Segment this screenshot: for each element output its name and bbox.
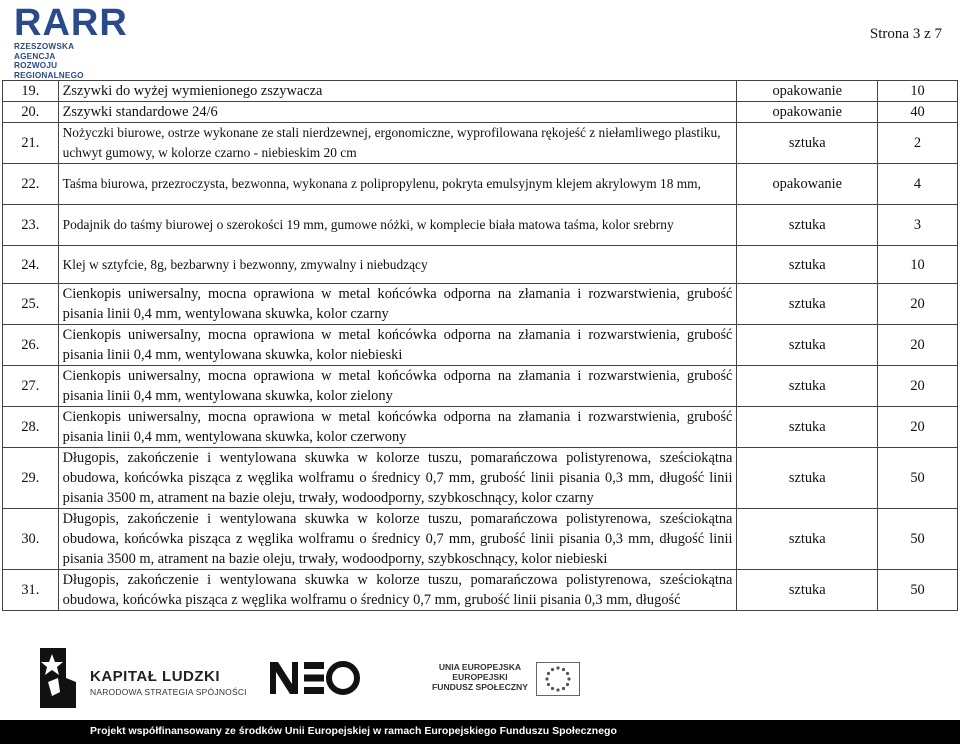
item-description: Taśma biurowa, przezroczysta, bezwonna, wykonana z polipropylenu, pokryta emulsyjnym klejem akrylowym 18 mm,	[58, 164, 737, 205]
neo-logo-icon	[268, 658, 360, 698]
item-number: 29.	[3, 448, 59, 509]
eu-star-icon	[556, 688, 559, 691]
table-row	[3, 284, 958, 325]
table-row	[3, 509, 958, 570]
item-number: 22.	[3, 164, 59, 205]
eu-star-icon	[547, 683, 550, 686]
item-description: Cienkopis uniwersalny, mocna oprawiona w metal końcówka odporna na złamania i rozwarstwienia, grubość pisania linii 0,4 mm, wentylowana skuwka, kolor zielony	[58, 366, 737, 407]
item-quantity: 4	[878, 164, 958, 205]
ue-text-line-3: FUNDUSZ SPOŁECZNY	[432, 682, 528, 692]
table-row	[3, 205, 958, 246]
kapital-ludzki-mark-icon	[40, 648, 76, 708]
item-description: Długopis, zakończenie i wentylowana skuwka w kolorze tuszu, pomarańczowa polistyrenowa, sześciokątna obudowa, końcówka pisząca z węglika wolframu o średnicy 0,7 mm, grubość linii pisania 0,3 mm, długość linii pisania 3500 m, atrament na bazie oleju, trwały, wodoodporny, szybkoschnący, kolor czarny	[58, 448, 737, 509]
item-quantity: 50	[878, 509, 958, 570]
item-unit: opakowanie	[737, 164, 878, 205]
table-row	[3, 366, 958, 407]
eu-star-icon	[567, 677, 570, 680]
item-unit: sztuka	[737, 407, 878, 448]
eu-star-icon	[566, 672, 569, 675]
item-quantity: 50	[878, 570, 958, 611]
item-unit: sztuka	[737, 570, 878, 611]
eu-star-icon	[551, 687, 554, 690]
table-row	[3, 81, 958, 102]
item-unit: sztuka	[737, 246, 878, 284]
item-number: 23.	[3, 205, 59, 246]
table-row	[3, 123, 958, 164]
item-unit: opakowanie	[737, 81, 878, 102]
table-row	[3, 102, 958, 123]
table-row	[3, 448, 958, 509]
item-number: 28.	[3, 407, 59, 448]
page-number: Strona 3 z 7	[869, 26, 942, 42]
item-unit: sztuka	[737, 325, 878, 366]
item-description: Klej w sztyfcie, 8g, bezbarwny i bezwonny, zmywalny i niebudzący	[58, 246, 737, 284]
item-description: Zszywki do wyżej wymienionego zszywacza	[58, 81, 737, 102]
item-quantity: 20	[878, 366, 958, 407]
item-quantity: 3	[878, 205, 958, 246]
table-row	[3, 570, 958, 611]
item-description: Nożyczki biurowe, ostrze wykonane ze stali nierdzewnej, ergonomiczne, wyprofilowana rękojeść z niełamliwego plastiku, uchwyt gumowy, w kolorze czarno - niebieskim 20 cm	[58, 123, 737, 164]
ue-text-line-1: UNIA EUROPEJSKA	[438, 662, 522, 672]
footer-bar	[0, 720, 960, 744]
eu-star-icon	[566, 683, 569, 686]
item-quantity: 20	[878, 284, 958, 325]
table-row	[3, 164, 958, 205]
items-table	[2, 80, 958, 611]
kapital-ludzki-title: KAPITAŁ LUDZKI	[90, 668, 221, 685]
eu-star-icon	[562, 687, 565, 690]
items-table-body	[3, 81, 958, 611]
item-unit: sztuka	[737, 205, 878, 246]
item-description: Cienkopis uniwersalny, mocna oprawiona w metal końcówka odporna na złamania i rozwarstwienia, grubość pisania linii 0,4 mm, wentylowana skuwka, kolor czerwony	[58, 407, 737, 448]
item-number: 21.	[3, 123, 59, 164]
item-description: Podajnik do taśmy biurowej o szerokości 19 mm, gumowe nóżki, w komplecie biała matowa taśma, kolor srebrny	[58, 205, 737, 246]
item-quantity: 2	[878, 123, 958, 164]
item-unit: opakowanie	[737, 102, 878, 123]
item-quantity: 10	[878, 246, 958, 284]
ue-text-line-2: EUROPEJSKI	[452, 672, 508, 682]
item-number: 30.	[3, 509, 59, 570]
kapital-ludzki-logo	[40, 648, 250, 708]
item-number: 20.	[3, 102, 59, 123]
item-unit: sztuka	[737, 284, 878, 325]
item-number: 24.	[3, 246, 59, 284]
eu-star-icon	[556, 666, 559, 669]
item-description: Długopis, zakończenie i wentylowana skuwka w kolorze tuszu, pomarańczowa polistyrenowa, sześciokątna obudowa, końcówka pisząca z węglika wolframu o średnicy 0,7 mm, grubość linii pisania 0,3 mm, długość linii pisania 3500 m, atrament na bazie oleju, trwały, wodoodporny, szybkoschnący, kolor niebieski	[58, 509, 737, 570]
table-row	[3, 325, 958, 366]
eu-star-icon	[545, 677, 548, 680]
table-row	[3, 407, 958, 448]
item-description: Cienkopis uniwersalny, mocna oprawiona w metal końcówka odporna na złamania i rozwarstwienia, grubość pisania linii 0,4 mm, wentylowana skuwka, kolor niebieski	[58, 325, 737, 366]
item-quantity: 40	[878, 102, 958, 123]
ue-efs-logo	[428, 662, 588, 702]
item-unit: sztuka	[737, 123, 878, 164]
item-unit: sztuka	[737, 366, 878, 407]
eu-star-icon	[551, 668, 554, 671]
item-number: 27.	[3, 366, 59, 407]
item-quantity: 10	[878, 81, 958, 102]
item-quantity: 50	[878, 448, 958, 509]
eu-star-icon	[562, 668, 565, 671]
item-description: Zszywki standardowe 24/6	[58, 102, 737, 123]
item-number: 31.	[3, 570, 59, 611]
item-number: 25.	[3, 284, 59, 325]
logo-subtitle-line-1: RZESZOWSKA AGENCJA	[14, 42, 74, 61]
item-quantity: 20	[878, 407, 958, 448]
item-number: 26.	[3, 325, 59, 366]
eu-star-icon	[547, 672, 550, 675]
logo-subtitle-line-2: ROZWOJU REGIONALNEGO	[14, 61, 84, 80]
cofinance-text: Projekt współfinansowany ze środków Unii Europejskiej w ramach Europejskiego Funduszu Społecznego	[90, 725, 617, 737]
item-unit: sztuka	[737, 509, 878, 570]
eu-flag-icon	[536, 662, 580, 696]
footer-logos	[0, 640, 960, 720]
rarr-logo	[14, 2, 128, 80]
item-description: Cienkopis uniwersalny, mocna oprawiona w metal końcówka odporna na złamania i rozwarstwienia, grubość pisania linii 0,4 mm, wentylowana skuwka, kolor czarny	[58, 284, 737, 325]
item-number: 19.	[3, 81, 59, 102]
item-description: Długopis, zakończenie i wentylowana skuwka w kolorze tuszu, pomarańczowa polistyrenowa, sześciokątna obudowa, końcówka pisząca z węglika wolframu o średnicy 0,7 mm, grubość linii pisania 0,3 mm, długość	[58, 570, 737, 611]
ue-text	[428, 662, 532, 692]
item-quantity: 20	[878, 325, 958, 366]
kapital-ludzki-subtitle: NARODOWA STRATEGIA SPÓJNOŚCI	[90, 687, 247, 697]
item-unit: sztuka	[737, 448, 878, 509]
table-row	[3, 246, 958, 284]
logo-title: RARR	[14, 2, 128, 44]
